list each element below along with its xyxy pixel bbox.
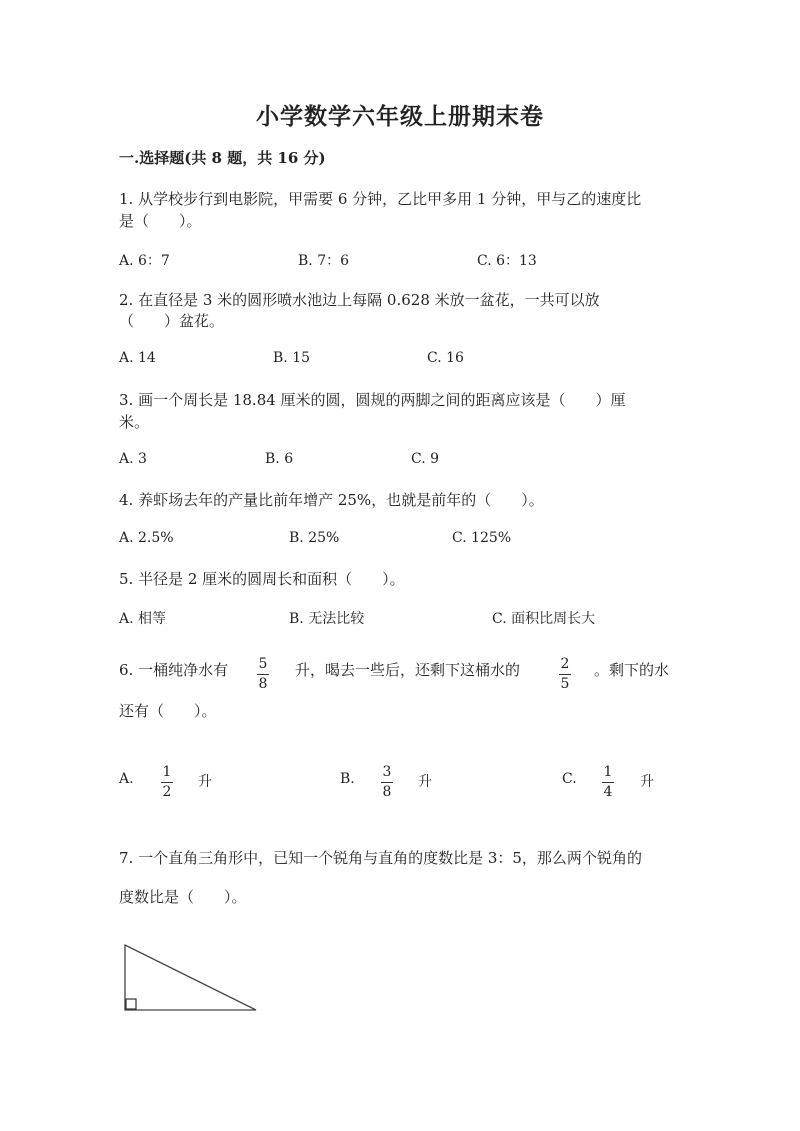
question-2-line-2: （ ）盆花。 — [119, 312, 225, 330]
question-6-option-a-label[interactable]: A. — [119, 771, 134, 787]
question-5-option-a[interactable]: A. 相等 — [119, 611, 167, 627]
question-2-option-a[interactable]: A. 14 — [119, 350, 156, 366]
question-3-option-c[interactable]: C. 9 — [411, 451, 440, 467]
question-5-option-c[interactable]: C. 面积比周长大 — [492, 611, 596, 627]
question-7-line-1: 7. 一个直角三角形中，已知一个锐角与直角的度数比是 3：5，那么两个锐角的 — [119, 849, 642, 867]
fraction-denominator: 8 — [258, 676, 268, 692]
question-5-option-b[interactable]: B. 无法比较 — [289, 611, 365, 627]
triangle-outline — [125, 945, 256, 1010]
fraction-numerator: 5 — [258, 656, 268, 672]
question-4-option-c[interactable]: C. 125% — [452, 530, 512, 546]
question-6-option-b-label[interactable]: B. — [340, 771, 355, 787]
question-2-option-c[interactable]: C. 16 — [427, 350, 464, 366]
question-2-option-b[interactable]: B. 15 — [273, 350, 311, 366]
question-1-option-a[interactable]: A. 6：7 — [119, 253, 170, 269]
question-6-text-part-1: 6. 一桶纯净水有 — [119, 661, 229, 679]
page-title: 小学数学六年级上册期末卷 — [256, 103, 544, 130]
question-1-line-2: 是（ ）。 — [119, 212, 202, 230]
question-6-text-part-2: 升，喝去一些后，还剩下这桶水的 — [295, 661, 521, 679]
question-4-line-1: 4. 养虾场去年的产量比前年增产 25%，也就是前年的（ ）。 — [119, 491, 544, 509]
section-heading: 一.选择题(共 8 题，共 16 分) — [119, 149, 326, 167]
question-7-line-2: 度数比是（ ）。 — [119, 888, 247, 906]
question-6-option-c-label[interactable]: C. — [562, 771, 577, 787]
question-1-line-1: 1. 从学校步行到电影院，甲需要 6 分钟，乙比甲多用 1 分钟，甲与乙的速度比 — [119, 190, 642, 208]
question-6-option-b-unit: 升 — [418, 774, 432, 790]
question-1-option-c[interactable]: C. 6：13 — [477, 253, 537, 269]
fraction-denominator: 4 — [603, 784, 613, 800]
question-6-line-2: 还有（ ）。 — [119, 702, 217, 720]
right-angle-marker — [126, 999, 136, 1009]
question-2-line-1: 2. 在直径是 3 米的圆形喷水池边上每隔 0.628 米放一盆花，一共可以放 — [119, 291, 600, 309]
question-5-line-1: 5. 半径是 2 厘米的圆周长和面积（ ）。 — [119, 570, 405, 588]
fraction-denominator: 5 — [560, 676, 570, 692]
question-6-option-c-unit: 升 — [640, 774, 654, 790]
question-4-option-b[interactable]: B. 25% — [289, 530, 340, 546]
fraction-denominator: 2 — [162, 784, 172, 800]
question-6-text-part-3: 。剩下的水 — [594, 661, 670, 679]
question-3-line-1: 3. 画一个周长是 18.84 厘米的圆，圆规的两脚之间的距离应该是（ ）厘 — [119, 391, 626, 409]
question-1-option-b[interactable]: B. 7：6 — [298, 253, 350, 269]
question-3-line-2: 米。 — [119, 413, 150, 431]
fraction-numerator: 1 — [603, 764, 613, 780]
fraction-denominator: 8 — [382, 784, 392, 800]
question-3-option-b[interactable]: B. 6 — [265, 451, 294, 467]
question-6-option-a-unit: 升 — [198, 774, 212, 790]
fraction-numerator: 1 — [162, 764, 172, 780]
fraction-numerator: 2 — [560, 656, 570, 672]
fraction-numerator: 3 — [382, 764, 392, 780]
question-4-option-a[interactable]: A. 2.5% — [119, 530, 174, 546]
question-3-option-a[interactable]: A. 3 — [119, 451, 147, 467]
